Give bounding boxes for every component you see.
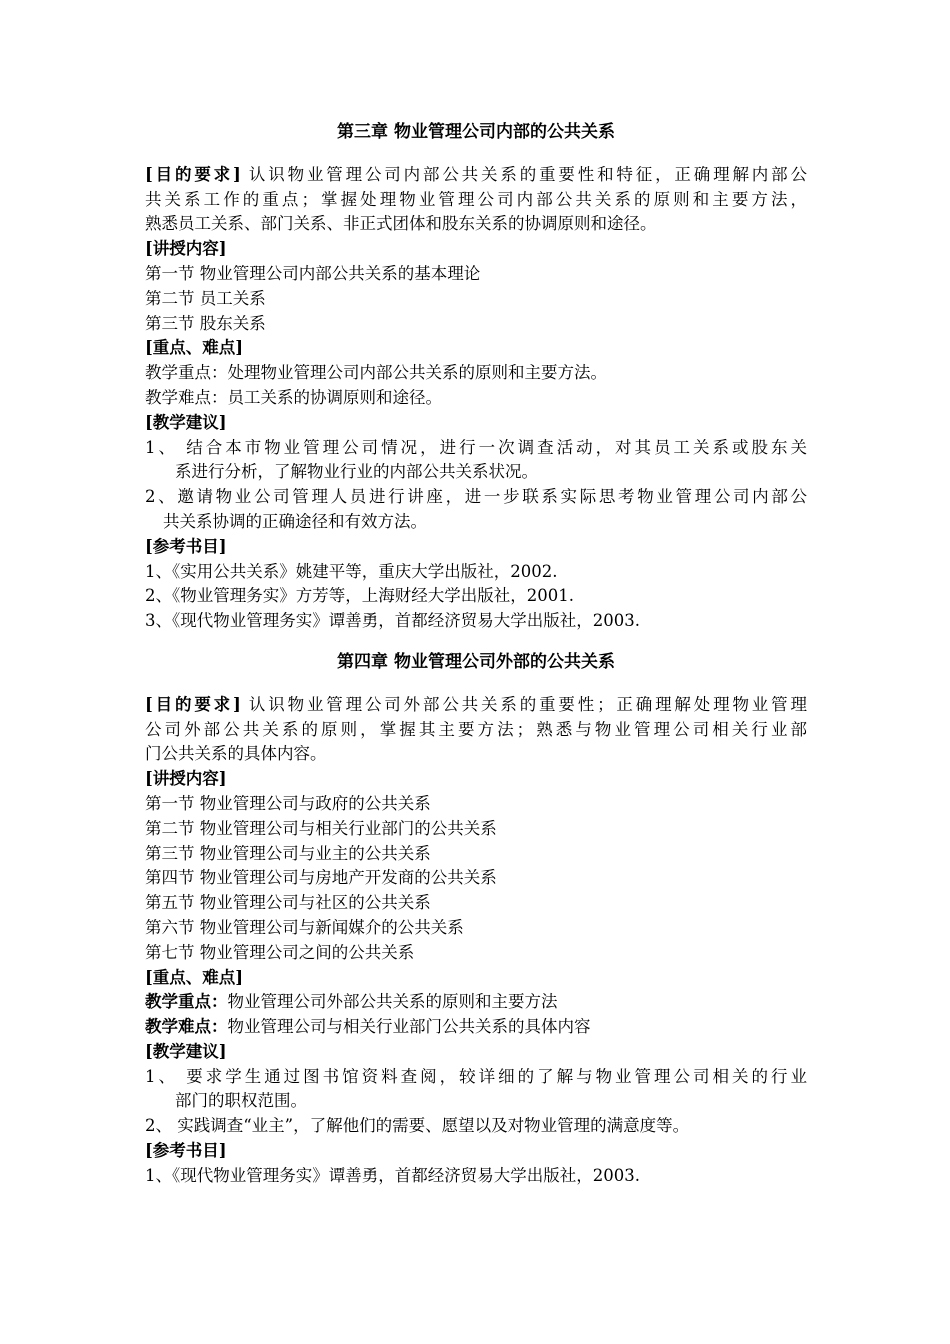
ch4-difficulty-text: 物业管理公司与相关行业部门公共关系的具体内容 [227, 1017, 591, 1037]
ch4-section-5: 第五节 物业管理公司与社区的公共关系 [145, 893, 431, 913]
ch4-difficulty [145, 1015, 807, 1040]
ch3-ref-3: 3、《现代物业管理务实》谭善勇，首都经济贸易大学出版社，2003. [145, 611, 640, 631]
ch4-key-point-label: 教学重点： [145, 992, 228, 1012]
ch3-key-label: [重点、难点] [145, 338, 244, 358]
ch4-ref-1: 1、《现代物业管理务实》谭善勇，首都经济贸易大学出版社，2003. [145, 1165, 640, 1185]
ch4-advice-label: [教学建议] [145, 1041, 227, 1061]
ch4-purpose-text: 认识物业管理公司外部公共关系的重要性；正确理解处理物业管理 [240, 694, 807, 714]
ch3-purpose-text: 认识物业管理公司内部公共关系的重要性和特征，正确理解内部公 [240, 164, 807, 184]
ch3-section-2: 第二节 员工关系 [145, 288, 266, 308]
ch3-purpose-line-2: 共关系工作的重点；掌握处理物业管理公司内部公共关系的原则和主要方法， [145, 189, 807, 209]
ch4-advice-2: 2、 实践调查“业主”，了解他们的需要、愿望以及对物业管理的满意度等。 [145, 1116, 690, 1136]
ch3-ref-2: 2、《物业管理务实》方芳等，上海财经大学出版社，2001. [145, 586, 574, 606]
ch3-key-point: 教学重点：处理物业管理公司内部公共关系的原则和主要方法。 [145, 363, 607, 383]
ch4-ref-label: [参考书目] [145, 1141, 227, 1161]
ch4-advice-1-cont: 部门的职权范围。 [175, 1091, 307, 1111]
ch4-key-point [145, 990, 807, 1015]
ch4-key-label: [重点、难点] [145, 967, 244, 987]
ch3-purpose-line-1 [145, 163, 807, 188]
ch3-advice-2-cont: 共关系协调的正确途径和有效方法。 [163, 511, 427, 531]
ch4-purpose-line-2: 公司外部公共关系的原则，掌握其主要方法；熟悉与物业管理公司相关行业部 [145, 719, 807, 739]
ch3-advice-1: 1、 结合本市物业管理公司情况，进行一次调查活动，对其员工关系或股东关 [145, 437, 807, 457]
ch4-purpose-line-3: 门公共关系的具体内容。 [145, 744, 327, 764]
ch3-ref-1: 1、《实用公共关系》姚建平等，重庆大学出版社，2002. [145, 561, 558, 581]
ch4-purpose-label: [目的要求] [145, 694, 241, 714]
ch3-ref-label: [参考书目] [145, 536, 227, 556]
ch3-purpose-label: [目的要求] [145, 164, 241, 184]
chapter-4-title: 第四章 物业管理公司外部的公共关系 [337, 651, 615, 672]
chapter-3-title: 第三章 物业管理公司内部的公共关系 [337, 122, 615, 142]
ch3-advice-1-cont: 系进行分析，了解物业行业的内部公共关系状况。 [175, 462, 538, 482]
document-page [145, 120, 807, 1189]
ch3-purpose-line-3: 熟悉员工关系、部门关系、非正式团体和股东关系的协调原则和途径。 [145, 214, 657, 234]
ch3-advice-label: [教学建议] [145, 412, 227, 432]
ch4-key-point-text: 物业管理公司外部公共关系的原则和主要方法 [227, 992, 558, 1012]
ch4-section-6: 第六节 物业管理公司与新闻媒介的公共关系 [145, 917, 464, 937]
ch4-content-label: [讲授内容] [145, 769, 227, 789]
ch3-advice-2: 2、邀请物业公司管理人员进行讲座，进一步联系实际思考物业管理公司内部公 [145, 487, 807, 507]
ch4-difficulty-label: 教学难点： [145, 1017, 228, 1037]
ch3-content-label: [讲授内容] [145, 239, 227, 259]
ch3-section-3: 第三节 股东关系 [145, 313, 266, 333]
ch4-section-7: 第七节 物业管理公司之间的公共关系 [145, 942, 415, 962]
ch4-section-2: 第二节 物业管理公司与相关行业部门的公共关系 [145, 818, 497, 838]
ch4-section-3: 第三节 物业管理公司与业主的公共关系 [145, 843, 431, 863]
ch4-purpose-line-1 [145, 693, 807, 718]
ch4-section-4: 第四节 物业管理公司与房地产开发商的公共关系 [145, 868, 497, 888]
ch3-section-1: 第一节 物业管理公司内部公共关系的基本理论 [145, 263, 481, 283]
ch4-section-1: 第一节 物业管理公司与政府的公共关系 [145, 793, 431, 813]
ch3-difficulty: 教学难点：员工关系的协调原则和途径。 [145, 387, 442, 407]
ch4-advice-1: 1、 要求学生通过图书馆资料查阅，较详细的了解与物业管理公司相关的行业 [145, 1066, 807, 1086]
